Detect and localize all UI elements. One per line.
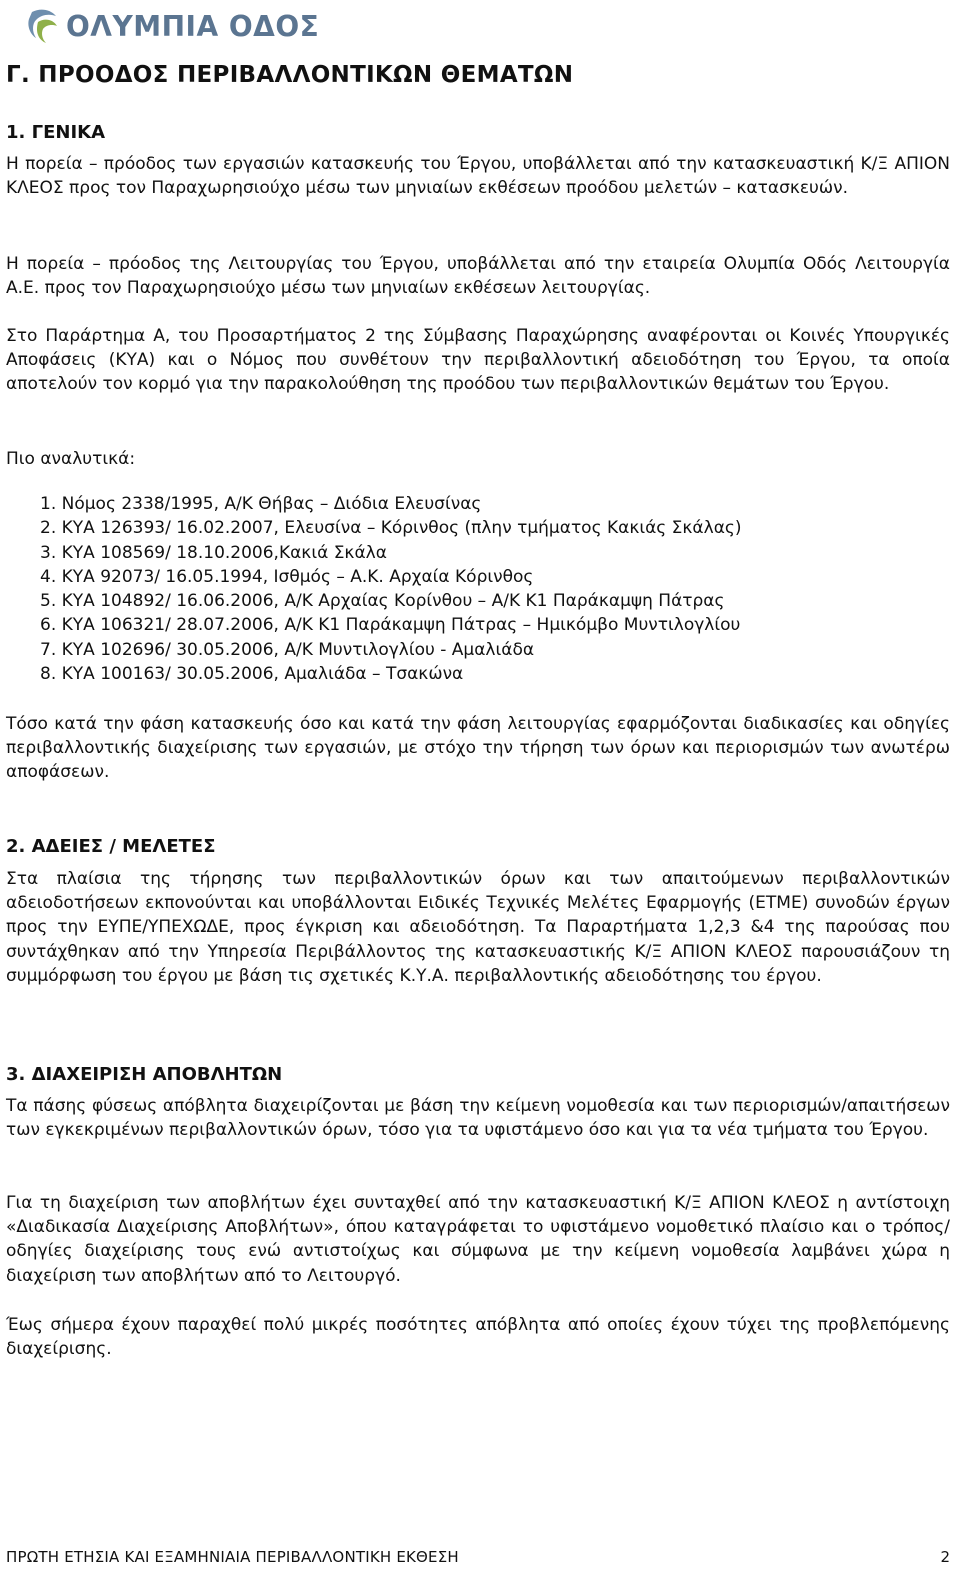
olympia-odos-logo [26,6,319,46]
list-item: 1. Νόμος 2338/1995, Α/Κ Θήβας – Διόδια Ελευσίνας [40,494,482,514]
list-item: 6. ΚΥΑ 106321/ 28.07.2006, Α/Κ Κ1 Παράκαμψη Πάτρας – Ημικόμβο Μυντιλογλίου [40,615,741,636]
list-item: 8. ΚΥΑ 100163/ 30.05.2006, Αμαλιάδα – Τσακώνα [40,664,464,685]
list-item: 7. ΚΥΑ 102696/ 30.05.2006, Α/Κ Μυντιλογλίου - Αμαλιάδα [40,639,535,660]
list-item: 2. ΚΥΑ 126393/ 16.02.2007, Ελευσίνα – Κόρινθος (πλην τμήματος Κακιάς Σκάλας) [40,518,742,539]
general-paragraph-5: Τόσο κατά την φάση κατασκευής όσο και κατά την φάση λειτουργίας εφαρμόζονται διαδικασίες και οδηγίες περιβαλλοντικής διαχείρισης των εργασιών, με στόχο την τήρηση των όρων και περιορισμών των ανωτέρω αποφάσεων. [6,714,950,783]
list-item: 5. ΚΥΑ 104892/ 16.06.2006, Α/Κ Αρχαίας Κορίνθου – Α/Κ Κ1 Παράκαμψη Πάτρας [40,591,725,612]
kya-list [40,492,742,686]
general-paragraph-4: Πιο αναλυτικά: [6,449,136,469]
general-paragraph-1: Η πορεία – πρόοδος των εργασιών κατασκευής του Έργου, υποβάλλεται από την κατασκευαστική Κ/Ξ ΑΠΙΟΝ ΚΛΕΟΣ προς τον Παραχωρησιούχο μέσω των μηνιαίων εκθέσεων προόδου μελετών – κατασκευών. [6,154,950,199]
waste-paragraph-1: Τα πάσης φύσεως απόβλητα διαχειρίζονται με βάση την κείμενη νομοθεσία και των περιορισμών/απαιτήσεων των εγκεκριμένων περιβαλλοντικών όρων, τόσο για τα υφιστάμενο όσο και για τα νέα τμήματα του Έργου. [6,1096,950,1141]
permits-paragraph-1: Στα πλαίσια της τήρησης των περιβαλλοντικών όρων και των απαιτούμενων περιβαλλοντικών αδειοδοτήσεων εκπονούνται και υποβάλλονται Ειδικές Τεχνικές Μελέτες Εφαρμογής (ΕΤΜΕ) συνοδών έργων προς την ΕΥΠΕ/ΥΠΕΧΩΔΕ, προς έγκριση και αδειοδότηση. Τα Παραρτήματα 1,2,3 &4 της παρούσας που συντάχθηκαν από την Υπηρεσία Περιβάλλοντος της κατασκευαστικής Κ/Ξ ΑΠΙΟΝ ΚΛΕΟΣ παρουσιάζουν τη συμμόρφωση του έργου με βάση τις σχετικές Κ.Υ.Α. περιβαλλοντικής αδειοδότησης του έργου. [6,869,950,986]
page-number: 2 [940,1548,950,1566]
section-heading-permits: 2. ΑΔΕΙΕΣ / ΜΕΛΕΤΕΣ [6,836,216,857]
page-title: Γ. ΠΡΟΟΔΟΣ ΠΕΡΙΒΑΛΛΟΝΤΙΚΩΝ ΘΕΜΑΤΩΝ [6,62,574,88]
logo-emblem-icon [26,6,60,46]
logo-text: ΟΛΥΜΠΙΑ ΟΔΟΣ [66,9,320,43]
section-heading-waste: 3. ΔΙΑΧΕΙΡΙΣΗ ΑΠΟΒΛΗΤΩΝ [6,1064,283,1085]
general-paragraph-3: Στο Παράρτημα Α, του Προσαρτήματος 2 της Σύμβασης Παραχώρησης αναφέρονται οι Κοινές Υπουργικές Αποφάσεις (ΚΥΑ) και ο Νόμος που συνθέτουν την περιβαλλοντική αδειοδότηση του Έργου, τα οποία αποτελούν τον κορμό για την παρακολούθηση της προόδου των περιβαλλοντικών θεμάτων του Έργου. [6,326,950,395]
list-item: 3. ΚΥΑ 108569/ 18.10.2006,Κακιά Σκάλα [40,542,387,563]
waste-paragraph-3: Έως σήμερα έχουν παραχθεί πολύ μικρές ποσότητες απόβλητα από οποίες έχουν τύχει της προβλεπόμενης διαχείρισης. [6,1315,950,1360]
list-item: 4. ΚΥΑ 92073/ 16.05.1994, Ισθμός – Α.Κ. Αρχαία Κόρινθος [40,566,534,587]
footer-title: ΠΡΩΤΗ ΕΤΗΣΙΑ ΚΑΙ ΕΞΑΜΗΝΙΑΙΑ ΠΕΡΙΒΑΛΛΟΝΤΙΚΗ ΕΚΘΕΣΗ [6,1548,459,1566]
general-paragraph-2: Η πορεία – πρόοδος της Λειτουργίας του Έργου, υποβάλλεται από την εταιρεία Ολυμπία Οδός Λειτουργία Α.Ε. προς τον Παραχωρησιούχο μέσω των μηνιαίων εκθέσεων λειτουργίας. [6,254,950,299]
section-heading-general: 1. ΓΕΝΙΚΑ [6,122,106,143]
waste-paragraph-2: Για τη διαχείριση των αποβλήτων έχει συνταχθεί από την κατασκευαστική Κ/Ξ ΑΠΙΟΝ ΚΛΕΟΣ η αντίστοιχη «Διαδικασία Διαχείρισης Αποβλήτων», όπου καταγράφεται το υφιστάμενο νομοθετικό πλαίσιο και ο τρόπος/οδηγίες διαχείρισης τους ενώ αντιστοίχως και σύμφωνα με την κείμενη νομοθεσία λαμβάνει χώρα η διαχείριση των αποβλήτων από το Λειτουργό. [6,1193,950,1286]
